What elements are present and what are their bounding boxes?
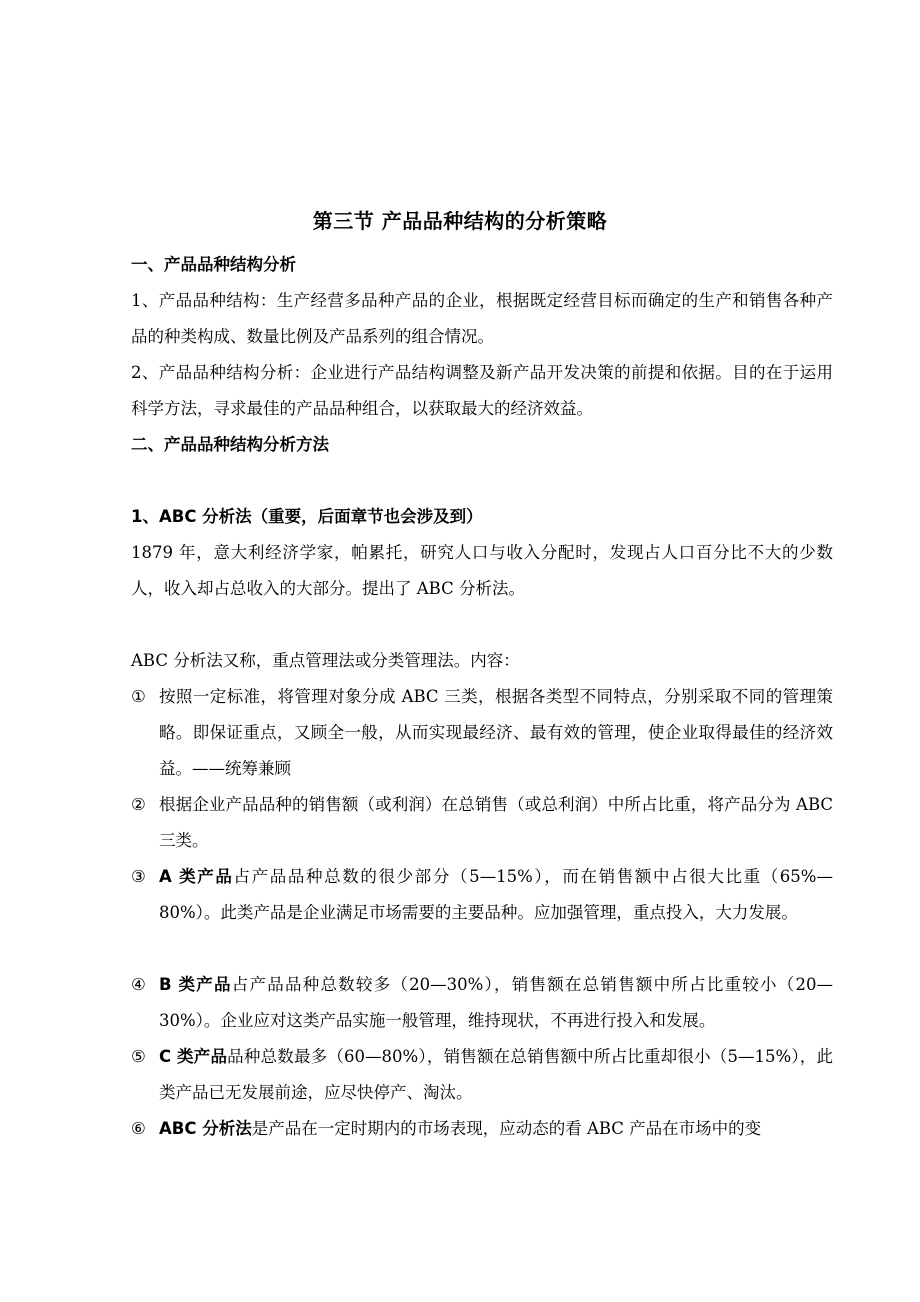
list-item-text: 按照一定标准，将管理对象分成 ABC 三类，根据各类型不同特点，分别采取不同的管理策略。即保证重点，又顾全一般，从而实现最经济、最有效的管理，使企业取得最佳的经济效益。——统筹兼顾 bbox=[159, 687, 833, 778]
paragraph-history: 1879 年，意大利经济学家，帕累托，研究人口与收入分配时，发现占人口百分比不大的少数人，收入却占总收入的大部分。提出了 ABC 分析法。 bbox=[131, 543, 833, 598]
list-item-text: 是产品在一定时期内的市场表现，应动态的看 ABC 产品在市场中的变 bbox=[251, 1119, 762, 1138]
list-item-number: ③ bbox=[131, 867, 146, 886]
list-item bbox=[131, 787, 833, 859]
list-item-number: ① bbox=[131, 687, 146, 706]
list-item-keyword: A 类产品 bbox=[159, 867, 234, 886]
list-item-text: 根据企业产品品种的销售额（或利润）在总销售（或总利润）中所占比重，将产品分为 ABC 三类。 bbox=[159, 795, 833, 850]
subheading-abc-method: 1、ABC 分析法（重要，后面章节也会涉及到） bbox=[131, 507, 483, 526]
paragraph-structure-definition: 1、产品品种结构：生产经营多品种产品的企业，根据既定经营目标而确定的生产和销售各种产品的种类构成、数量比例及产品系列的组合情况。 bbox=[131, 291, 833, 346]
section-heading-1: 一、产品品种结构分析 bbox=[131, 255, 296, 274]
list-item-keyword: ABC 分析法 bbox=[159, 1119, 252, 1138]
list-item-text: 占产品品种总数的很少部分（5—15%），而在销售额中占很大比重（65%—80%）。此类产品是企业满足市场需要的主要品种。应加强管理，重点投入，大力发展。 bbox=[159, 867, 833, 922]
list-item-number: ④ bbox=[131, 975, 146, 994]
list-item bbox=[131, 679, 833, 787]
list-item-keyword: C 类产品 bbox=[159, 1047, 228, 1066]
page-title: 第三节 产品品种结构的分析策略 bbox=[312, 209, 608, 233]
list-item-text: 占产品品种总数较多（20—30%），销售额在总销售额中所占比重较小（20—30%）。企业应对这类产品实施一般管理，维持现状，不再进行投入和发展。 bbox=[159, 975, 833, 1030]
list-item bbox=[131, 1111, 833, 1147]
list-item-body bbox=[159, 859, 833, 931]
list-item-number: ⑤ bbox=[131, 1047, 146, 1066]
paragraph-intro: ABC 分析法又称，重点管理法或分类管理法。内容： bbox=[131, 651, 520, 670]
list-item-number: ② bbox=[131, 795, 146, 814]
section-heading-2: 二、产品品种结构分析方法 bbox=[131, 435, 329, 454]
list-item-number: ⑥ bbox=[131, 1119, 146, 1138]
paragraph-structure-analysis: 2、产品品种结构分析：企业进行产品结构调整及新产品开发决策的前提和依据。目的在于运用科学方法，寻求最佳的产品品种组合，以获取最大的经济效益。 bbox=[131, 363, 833, 418]
list-item bbox=[131, 967, 833, 1039]
list-item-body bbox=[159, 1039, 833, 1111]
list-item-keyword: B 类产品 bbox=[159, 975, 232, 994]
list-item bbox=[131, 1039, 833, 1111]
list-item-text: 品种总数最多（60—80%），销售额在总销售额中所占比重却很小（5—15%），此类产品已无发展前途，应尽快停产、淘汰。 bbox=[159, 1047, 833, 1102]
list-item bbox=[131, 859, 833, 931]
list-item-body bbox=[159, 1111, 833, 1147]
list-item-body bbox=[159, 967, 833, 1039]
